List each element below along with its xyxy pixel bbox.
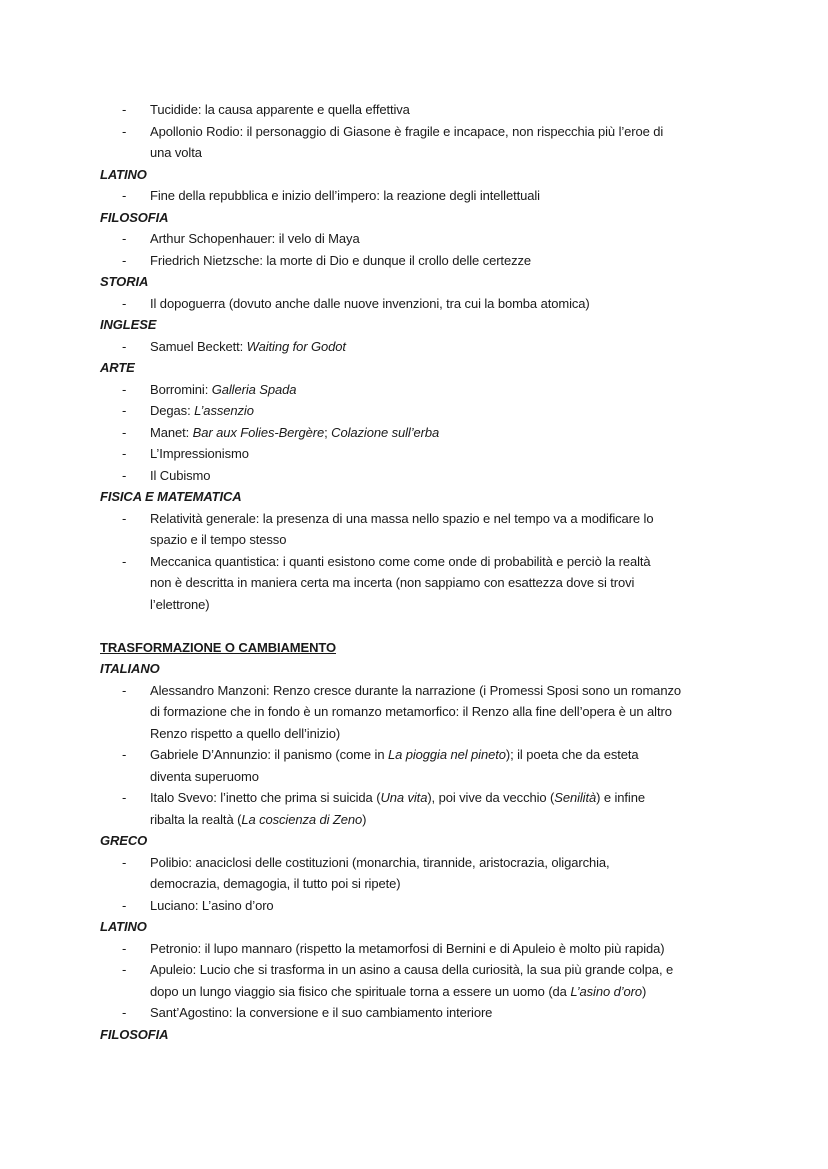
list-item-line — [100, 809, 740, 831]
list-item-line — [100, 185, 740, 207]
text-segment: Friedrich Nietzsche: la morte di Dio e dunque il crollo delle certezze — [150, 252, 532, 268]
bullet-dash: - — [122, 252, 127, 268]
bullet-dash: - — [122, 188, 127, 203]
text-segment: Manet: — [150, 424, 193, 440]
text-segment: Polibio: anaciclosi delle costituzioni (monarchia, tirannide, aristocrazia, oligarchia, — [150, 854, 610, 870]
bullet-dash: - — [122, 747, 127, 762]
text-segment: l’elettrone) — [150, 596, 210, 612]
document-page — [100, 99, 740, 1045]
subject-heading: ITALIANO — [100, 661, 160, 676]
list-item — [100, 422, 740, 444]
list-item — [100, 744, 740, 787]
text-segment: Italo Svevo: l’inetto che prima si suicida ( — [150, 790, 381, 805]
list-item-line — [100, 336, 740, 358]
list-item-line — [100, 250, 740, 272]
list-item — [100, 99, 740, 121]
list-item-line — [100, 572, 740, 594]
list-item-line — [100, 594, 740, 616]
list-item-line — [100, 787, 740, 809]
italic-title: Galleria Spada — [211, 381, 297, 397]
text-segment: Relatività generale: la presenza di una massa nello spazio e nel tempo va a modificare lo — [150, 510, 654, 526]
bullet-dash: - — [122, 897, 127, 913]
italic-title: L’assenzio — [194, 403, 254, 418]
list-item — [100, 400, 740, 422]
text-segment: diventa superuomo — [150, 768, 259, 784]
subject-heading: FISICA E MATEMATICA — [100, 489, 242, 504]
text-segment: Meccanica quantistica: i quanti esistono come come onde di probabilità e perciò la realtà — [150, 553, 651, 569]
text-segment: ) — [362, 811, 367, 827]
text-segment: Apollonio Rodio: il personaggio di Giasone è fragile e incapace, non rispecchia più l’eroe di — [150, 123, 664, 139]
list-item-line — [100, 680, 740, 702]
list-item-line — [100, 379, 740, 401]
italic-title: La coscienza di Zeno — [241, 811, 363, 827]
text-segment: Luciano: L’asino d’oro — [150, 897, 274, 913]
bullet-dash: - — [122, 1005, 127, 1020]
text-segment: democrazia, demagogia, il tutto poi si ripete) — [150, 876, 401, 891]
text-segment: Tucidide: la causa apparente e quella effettiva — [150, 102, 410, 117]
text-segment: Alessandro Manzoni: Renzo cresce durante la narrazione (i Promessi Sposi sono un romanzo — [150, 682, 681, 698]
list-item-line — [100, 959, 740, 981]
list-item-line — [100, 938, 740, 960]
list-item — [100, 121, 740, 164]
list-item — [100, 959, 740, 1002]
list-item — [100, 895, 740, 917]
list-item — [100, 443, 740, 465]
list-item-line — [100, 228, 740, 250]
list-item — [100, 680, 740, 745]
list-item-line — [100, 701, 740, 723]
list-item — [100, 465, 740, 487]
text-segment: Arthur Schopenhauer: il velo di Maya — [150, 231, 360, 246]
text-segment: Apuleio: Lucio che si trasforma in un asino a causa della curiosità, la sua più grande colpa, e — [150, 962, 674, 977]
italic-title: L’asino d’oro — [570, 983, 643, 999]
list-item-line — [100, 852, 740, 874]
subject-heading: ARTE — [100, 360, 135, 375]
subject-heading: INGLESE — [100, 317, 157, 332]
bullet-dash: - — [122, 553, 127, 569]
text-segment: Samuel Beckett: — [150, 338, 247, 354]
list-item-line — [100, 99, 740, 121]
text-segment: Petronio: il lupo mannaro (rispetto la metamorfosi di Bernini e di Apuleio è molto più rapida) — [150, 940, 665, 956]
text-segment: Sant’Agostino: la conversione e il suo cambiamento interiore — [150, 1005, 493, 1020]
bullet-dash: - — [122, 424, 127, 440]
list-item-line — [100, 744, 740, 766]
italic-title: Waiting for Godot — [246, 338, 346, 354]
list-item — [100, 852, 740, 895]
bullet-dash: - — [122, 338, 127, 354]
text-segment: non è descritta in maniera certa ma incerta (non sappiamo con esattezza dove si trovi — [150, 575, 635, 590]
italic-title: Senilità — [554, 790, 597, 805]
list-item — [100, 185, 740, 207]
text-segment: Gabriele D’Annunzio: il panismo (come in — [150, 747, 388, 762]
text-segment: ribalta la realtà ( — [150, 811, 242, 827]
list-item-line — [100, 400, 740, 422]
list-item-line — [100, 981, 740, 1003]
list-item-line — [100, 443, 740, 465]
text-segment: Il dopoguerra (dovuto anche dalle nuove invenzioni, tra cui la bomba atomica) — [150, 295, 590, 311]
italic-title: Bar aux Folies-Bergère — [192, 424, 325, 440]
text-segment: Degas: — [150, 403, 195, 418]
section-title: TRASFORMAZIONE O CAMBIAMENTO — [100, 639, 337, 655]
bullet-dash: - — [122, 790, 127, 805]
list-item — [100, 336, 740, 358]
blank-line — [100, 615, 740, 637]
bullet-dash: - — [122, 510, 127, 526]
list-item — [100, 1002, 740, 1024]
list-item — [100, 293, 740, 315]
subject-heading: GRECO — [100, 833, 148, 848]
text-segment: ); il poeta che da esteta — [505, 747, 639, 762]
list-item — [100, 551, 740, 616]
list-item — [100, 787, 740, 830]
bullet-dash: - — [122, 854, 127, 870]
bullet-dash: - — [122, 123, 127, 139]
text-segment: Borromini: — [150, 381, 212, 397]
list-item-line — [100, 895, 740, 917]
list-item-line — [100, 551, 740, 573]
list-item — [100, 508, 740, 551]
bullet-dash: - — [122, 403, 127, 418]
text-segment: ; — [324, 424, 332, 440]
italic-title: La pioggia nel pineto — [387, 747, 506, 762]
list-item-line — [100, 508, 740, 530]
subject-heading: LATINO — [100, 166, 147, 182]
bullet-dash: - — [122, 231, 127, 246]
subject-heading: FILOSOFIA — [100, 209, 169, 225]
bullet-dash: - — [122, 446, 127, 461]
text-segment: dopo un lungo viaggio sia fisico che spirituale torna a essere un uomo (da — [150, 983, 571, 999]
list-item-line — [100, 422, 740, 444]
bullet-dash: - — [122, 467, 127, 483]
list-item-line — [100, 465, 740, 487]
list-item — [100, 250, 740, 272]
list-item-line — [100, 142, 740, 164]
list-item — [100, 938, 740, 960]
bullet-dash: - — [122, 962, 127, 977]
bullet-dash: - — [122, 102, 127, 117]
list-item-line — [100, 766, 740, 788]
bullet-dash: - — [122, 295, 127, 311]
italic-title: Una vita — [380, 790, 428, 805]
text-segment: ) — [642, 983, 647, 999]
bullet-dash: - — [122, 381, 127, 397]
subject-heading: STORIA — [100, 274, 149, 289]
subject-heading: FILOSOFIA — [100, 1026, 169, 1042]
text-segment: Renzo rispetto a quello dell’inizio) — [150, 725, 341, 741]
text-segment: ), poi vive da vecchio ( — [427, 790, 555, 805]
text-segment: spazio e il tempo stesso — [150, 532, 287, 547]
text-segment: Il Cubismo — [150, 467, 211, 483]
list-item-line — [100, 529, 740, 551]
list-item-line — [100, 293, 740, 315]
text-segment: L’Impressionismo — [150, 446, 249, 461]
bullet-dash: - — [122, 940, 127, 956]
list-item-line — [100, 873, 740, 895]
list-item — [100, 379, 740, 401]
bullet-dash: - — [122, 682, 127, 698]
list-item-line — [100, 1002, 740, 1024]
italic-title: Colazione sull’erba — [331, 424, 440, 440]
text-segment: una volta — [150, 145, 202, 160]
list-item — [100, 228, 740, 250]
list-item-line — [100, 121, 740, 143]
subject-heading: LATINO — [100, 919, 147, 934]
text-segment: Fine della repubblica e inizio dell’impero: la reazione degli intellettuali — [150, 188, 540, 203]
text-segment: ) e infine — [596, 790, 645, 805]
list-item-line — [100, 723, 740, 745]
text-segment: di formazione che in fondo è un romanzo metamorfico: il Renzo alla fine dell’opera è un altro — [150, 704, 672, 719]
